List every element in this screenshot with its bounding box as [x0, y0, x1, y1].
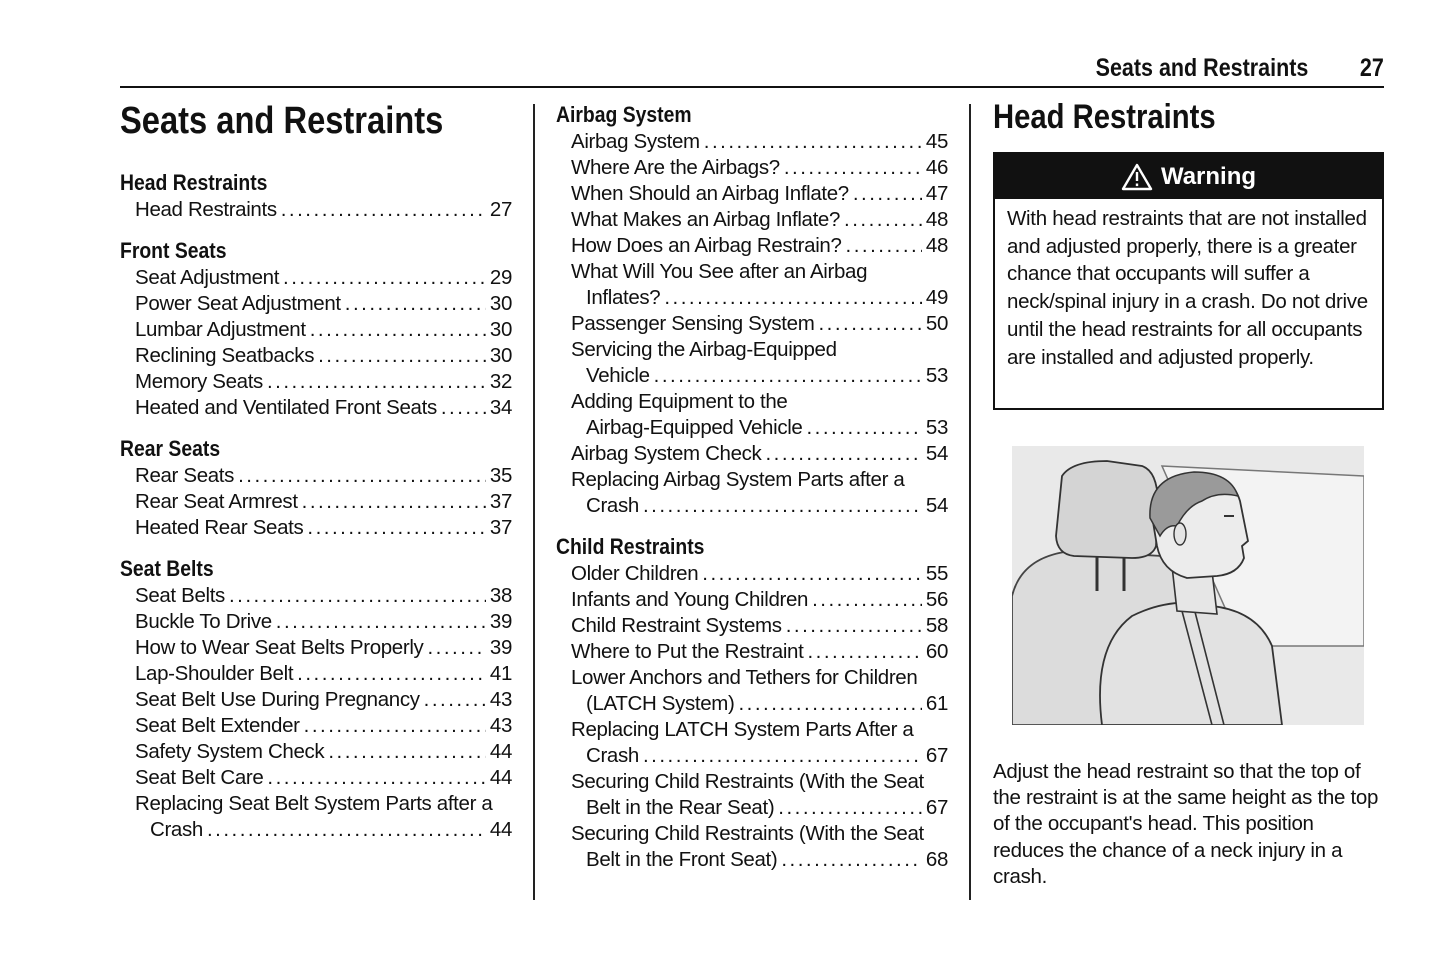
toc-entry-line1[interactable]: Replacing LATCH System Parts After a: [571, 718, 914, 741]
warning-header: [995, 154, 1382, 199]
toc-entry[interactable]: Where to Put the Restraint . . . 60: [556, 639, 948, 665]
toc-entry[interactable]: What Makes an Airbag Inflate? . . . 48: [556, 207, 948, 233]
toc-entry[interactable]: Airbag System . . . 45: [556, 129, 948, 155]
toc-entry[interactable]: Rear Seat Armrest . . . 37: [120, 489, 512, 515]
toc-entry[interactable]: Vehicle . . . 53: [556, 363, 948, 389]
toc-entry[interactable]: Heated Rear Seats . . . 37: [120, 515, 512, 541]
toc-entry[interactable]: When Should an Airbag Inflate? . . . 47: [556, 181, 948, 207]
toc-entry[interactable]: Older Children . . . 55: [556, 561, 948, 587]
toc-entry[interactable]: Belt in the Rear Seat) . . . 67: [556, 795, 948, 821]
column-divider: [969, 104, 971, 900]
toc-group-heading: Seat Belts: [120, 556, 214, 581]
chapter-title: Seats and Restraints: [120, 100, 444, 142]
toc-entry-line1[interactable]: Replacing Airbag System Parts after a: [571, 468, 905, 491]
running-header: [120, 52, 1384, 88]
toc-entry[interactable]: Reclining Seatbacks . . . 30: [120, 343, 512, 369]
body-paragraph: Adjust the head restraint so that the top of the restraint is at the same height as the top of the occupant's head. This position reduces the chance of a neck injury in a crash.: [993, 760, 1379, 888]
column-divider: [533, 104, 535, 900]
toc-column-1: [120, 100, 512, 843]
toc-entry[interactable]: Safety System Check . . . 44: [120, 739, 512, 765]
toc-entry[interactable]: Lap-Shoulder Belt . . . 41: [120, 661, 512, 687]
toc-entry[interactable]: Seat Belt Extender . . . 43: [120, 713, 512, 739]
toc-entry[interactable]: Child Restraint Systems . . . 58: [556, 613, 948, 639]
toc-entry[interactable]: Heated and Ventilated Front Seats . . . 34: [120, 395, 512, 421]
toc-entry-line1[interactable]: Replacing Seat Belt System Parts after a: [135, 792, 493, 815]
head-restraint-illustration: [1012, 446, 1364, 725]
header-section-title: Seats and Restraints: [1095, 54, 1308, 82]
toc-group-heading: Rear Seats: [120, 436, 221, 461]
toc-group-heading: Head Restraints: [120, 170, 268, 195]
toc-entry[interactable]: Crash . . . 54: [556, 493, 948, 519]
toc-entry[interactable]: Memory Seats . . . 32: [120, 369, 512, 395]
toc-entry[interactable]: Seat Belts . . . 38: [120, 583, 512, 609]
toc-group-heading: Airbag System: [556, 102, 692, 127]
toc-entry-line1[interactable]: Lower Anchors and Tethers for Children: [571, 666, 918, 689]
toc-entry[interactable]: Where Are the Airbags? . . . 46: [556, 155, 948, 181]
toc-entry[interactable]: Seat Belt Use During Pregnancy . . . 43: [120, 687, 512, 713]
toc-entry[interactable]: Crash . . . 67: [556, 743, 948, 769]
toc-entry[interactable]: Power Seat Adjustment . . . 30: [120, 291, 512, 317]
toc-entry-line1[interactable]: Securing Child Restraints (With the Seat: [571, 822, 924, 845]
warning-box: [993, 152, 1384, 410]
toc-entry[interactable]: Airbag-Equipped Vehicle . . . 53: [556, 415, 948, 441]
section-title: Head Restraints: [993, 98, 1216, 136]
toc-entry[interactable]: Rear Seats . . . 35: [120, 463, 512, 489]
toc-entry[interactable]: Seat Adjustment . . . 29: [120, 265, 512, 291]
toc-entry-line1[interactable]: What Will You See after an Airbag: [571, 260, 868, 283]
toc-entry[interactable]: Belt in the Front Seat) . . . 68: [556, 847, 948, 873]
header-page-number: 27: [1360, 54, 1384, 82]
toc-entry-line1[interactable]: Securing Child Restraints (With the Seat: [571, 770, 924, 793]
toc-entry[interactable]: Seat Belt Care . . . 44: [120, 765, 512, 791]
toc-entry-line1[interactable]: Adding Equipment to the: [571, 390, 788, 413]
toc-entry[interactable]: (LATCH System) . . . 61: [556, 691, 948, 717]
toc-entry[interactable]: Passenger Sensing System . . . 50: [556, 311, 948, 337]
toc-entry[interactable]: How Does an Airbag Restrain? . . . 48: [556, 233, 948, 259]
warning-label: Warning: [1160, 162, 1257, 190]
toc-entry[interactable]: Inflates? . . . 49: [556, 285, 948, 311]
toc-entry-line1[interactable]: Servicing the Airbag-Equipped: [571, 338, 837, 361]
section-column: [993, 98, 1385, 137]
toc-group-heading: Front Seats: [120, 238, 227, 263]
toc-entry[interactable]: How to Wear Seat Belts Properly . . . 39: [120, 635, 512, 661]
toc-entry[interactable]: Head Restraints . . . 27: [120, 197, 512, 223]
toc-column-2: [556, 101, 948, 873]
warning-text: With head restraints that are not installed and adjusted properly, there is a greater chance that occupants will suffer a neck/spinal injury in a crash. Do not drive until the head restraints for all occupants are installed and adjusted properly.: [1007, 207, 1368, 369]
toc-entry[interactable]: Buckle To Drive . . . 39: [120, 609, 512, 635]
toc-entry[interactable]: Infants and Young Children . . . 56: [556, 587, 948, 613]
toc-entry[interactable]: Crash . . . 44: [120, 817, 512, 843]
toc-entry[interactable]: Airbag System Check . . . 54: [556, 441, 948, 467]
warning-triangle-icon: [1121, 163, 1153, 191]
toc-group-heading: Child Restraints: [556, 534, 705, 559]
toc-entry[interactable]: Lumbar Adjustment . . . 30: [120, 317, 512, 343]
